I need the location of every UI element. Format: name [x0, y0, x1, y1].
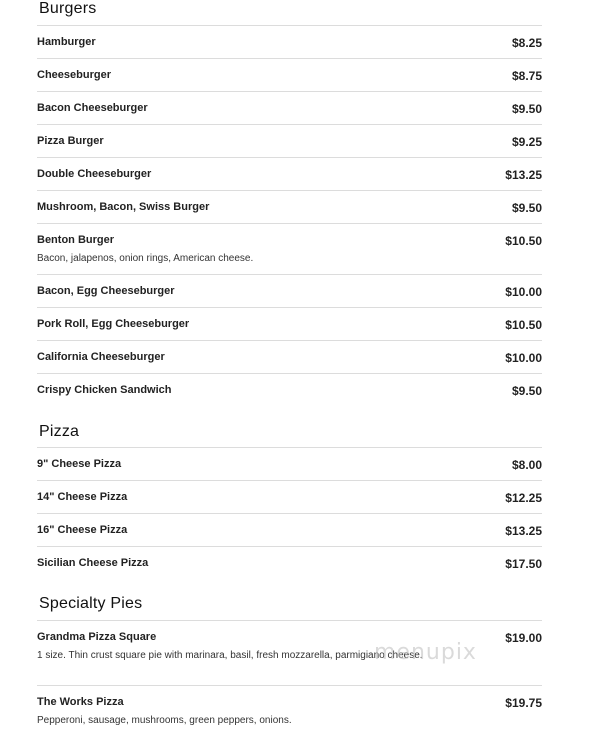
item-name: Cheeseburger [37, 69, 111, 81]
menu-item [37, 546, 542, 580]
item-name: Benton Burger [37, 234, 114, 246]
menu-item [37, 190, 542, 224]
menu-item [37, 274, 542, 308]
item-description: Bacon, jalapenos, onion rings, American cheese. [37, 253, 254, 264]
item-name: Mushroom, Bacon, Swiss Burger [37, 201, 210, 213]
item-name: Double Cheeseburger [37, 168, 152, 180]
menu-item [37, 25, 542, 59]
menu-item [37, 58, 542, 92]
item-name: Pizza Burger [37, 135, 104, 147]
item-name: Bacon Cheeseburger [37, 102, 148, 114]
item-name: Crispy Chicken Sandwich [37, 384, 172, 396]
menu-item [37, 447, 542, 481]
section-title-pizza: Pizza [39, 423, 80, 440]
menu-item [37, 91, 542, 125]
item-name: California Cheeseburger [37, 351, 165, 363]
item-name: Bacon, Egg Cheeseburger [37, 285, 175, 297]
item-name: Sicilian Cheese Pizza [37, 557, 149, 569]
item-price: $19.00 [505, 631, 542, 645]
item-price: $8.25 [511, 36, 542, 50]
item-price: $13.25 [505, 168, 542, 182]
item-name: Grandma Pizza Square [37, 631, 157, 643]
item-name: Hamburger [37, 36, 96, 48]
menu-item [37, 157, 542, 191]
item-name: The Works Pizza [37, 696, 124, 708]
menu-item [37, 223, 542, 275]
menu-item [37, 124, 542, 158]
item-price: $10.50 [505, 234, 542, 248]
item-price: $8.75 [511, 69, 542, 83]
menu-item [37, 513, 542, 547]
item-price: $9.50 [511, 201, 542, 215]
item-price: $13.25 [505, 524, 542, 538]
item-price: $19.75 [505, 696, 542, 710]
item-price: $10.00 [505, 351, 542, 365]
item-name: Pork Roll, Egg Cheeseburger [37, 318, 190, 330]
section-title-burgers: Burgers [39, 0, 97, 17]
item-name: 14" Cheese Pizza [37, 491, 128, 503]
item-price: $9.50 [511, 384, 542, 398]
menu-item [37, 480, 542, 514]
item-price: $9.50 [511, 102, 542, 116]
item-name: 16" Cheese Pizza [37, 524, 128, 536]
menu-item [37, 340, 542, 374]
item-description: 1 size. Thin crust square pie with marinara, basil, fresh mozzarella, parmigiano cheese. [37, 650, 423, 661]
item-description: Pepperoni, sausage, mushrooms, green peppers, onions. [37, 715, 292, 726]
item-price: $12.25 [505, 491, 542, 505]
menu-item [37, 307, 542, 341]
item-price: $9.25 [511, 135, 542, 149]
menu-item [37, 685, 542, 734]
item-price: $8.00 [511, 458, 542, 472]
item-price: $17.50 [505, 557, 542, 571]
item-name: 9" Cheese Pizza [37, 458, 122, 470]
section-title-specialty-pies: Specialty Pies [39, 595, 143, 612]
watermark: menupix [374, 640, 477, 665]
item-price: $10.00 [505, 285, 542, 299]
menu-item [37, 373, 542, 407]
item-price: $10.50 [505, 318, 542, 332]
